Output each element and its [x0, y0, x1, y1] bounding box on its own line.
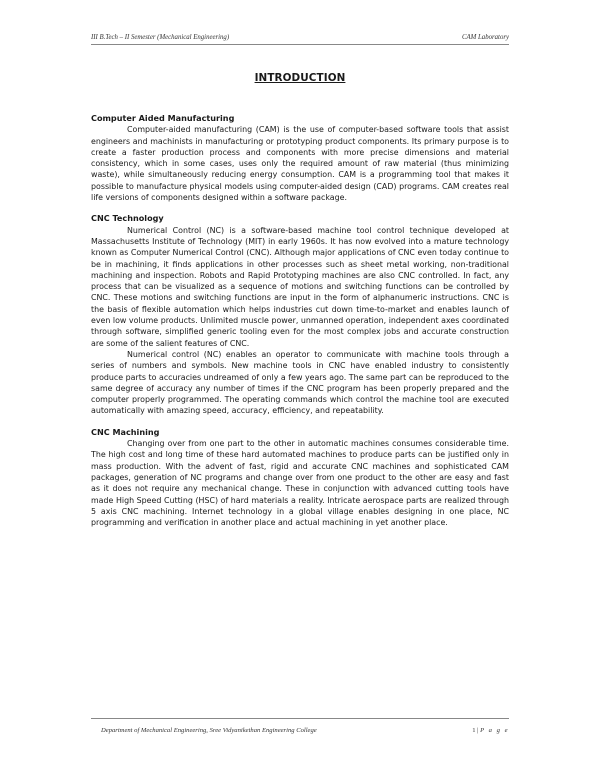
header-lab-title: CAM Laboratory	[461, 34, 509, 41]
page-title: INTRODUCTION	[254, 72, 346, 84]
paragraph: Numerical control (NC) enables an operator to communicate with machine tools through a series of numbers and symbols. New machine tools in CNC have enabled industry to consistently produce parts to accuracies undreamed of only a few years ago. The same part can be reproduced to the same degree of accuracy any number of times if the CNC program has been properly prepared and the computer properly programmed. The operating commands which control the machine tool are executed automatically with amazing speed, accuracy, efficiency, and repeatability.	[91, 349, 509, 416]
footer-divider	[91, 718, 509, 719]
section-computer-aided-manufacturing	[91, 113, 509, 203]
page-word: P a g e	[480, 727, 509, 734]
section-heading: CNC Technology	[91, 213, 164, 224]
document-body	[91, 113, 509, 538]
page-number: 1	[472, 727, 476, 734]
section-cnc-machining	[91, 427, 509, 529]
page-separator: |	[477, 727, 479, 734]
section-heading: Computer Aided Manufacturing	[91, 113, 235, 123]
footer-department: Department of Mechanical Engineering, Sree Vidyanikethan Engineering College	[101, 727, 317, 734]
header-divider	[91, 44, 509, 45]
paragraph: Numerical Control (NC) is a software-based machine tool control technique developed at Massachusetts Institute of Technology (MIT) in early 1960s. It has now evolved into a mature technology known as Computer Numerical Control (CNC). Although major applications of CNC even today continue to be in machining, it finds applications in other processes such as sheet metal working, non-traditional machining and inspection. Robots and Rapid Prototyping machines are also CNC controlled. In fact, any process that can be visualized as a sequence of motions and switching functions can be controlled by CNC. These motions and switching functions are input in the form of alphanumeric instructions. CNC is the basis of flexible automation which helps industries cut down time-to-market and enables launch of even low volume products. Unlimited muscle power, unmanned operation, independent axes coordinated through software, simplified generic tooling even for the most complex jobs and accurate construction are some of the salient features of CNC.	[91, 225, 510, 348]
page-indicator	[472, 727, 509, 734]
paragraph: Computer-aided manufacturing (CAM) is the use of computer-based software tools that assist engineers and machinists in manufacturing or prototyping product components. Its primary purpose is to create a faster production process and components with more precise dimensions and material consistency, which in some cases, uses only the required amount of raw material (thus minimizing waste), while simultaneously reducing energy consumption. CAM is a programming tool that makes it possible to manufacture physical models using computer-aided design (CAD) programs. CAM creates real life versions of components designed within a software package.	[91, 125, 509, 203]
header-course: III B.Tech – II Semester (Mechanical Engineering)	[91, 34, 230, 41]
paragraph: Changing over from one part to the other in automatic machines consumes considerable time. The high cost and long time of these hard automated machines to produce parts can be justified only in mass production. With the advent of fast, rigid and accurate CNC machines and sophisticated CAM packages, generation of NC programs and change over from one product to the other are easy and fast as it does not require any mechanical change. These in conjunction with advanced cutting tools have made High Speed Cutting (HSC) of hard materials a reality. Intricate aerospace parts are realized through 5 axis CNC machining. Internet technology in a global village enables designing in one place, NC programming and verification in another place and actual machining in yet another place.	[91, 439, 509, 528]
section-cnc-technology	[91, 213, 509, 416]
section-heading: CNC Machining	[91, 426, 160, 437]
